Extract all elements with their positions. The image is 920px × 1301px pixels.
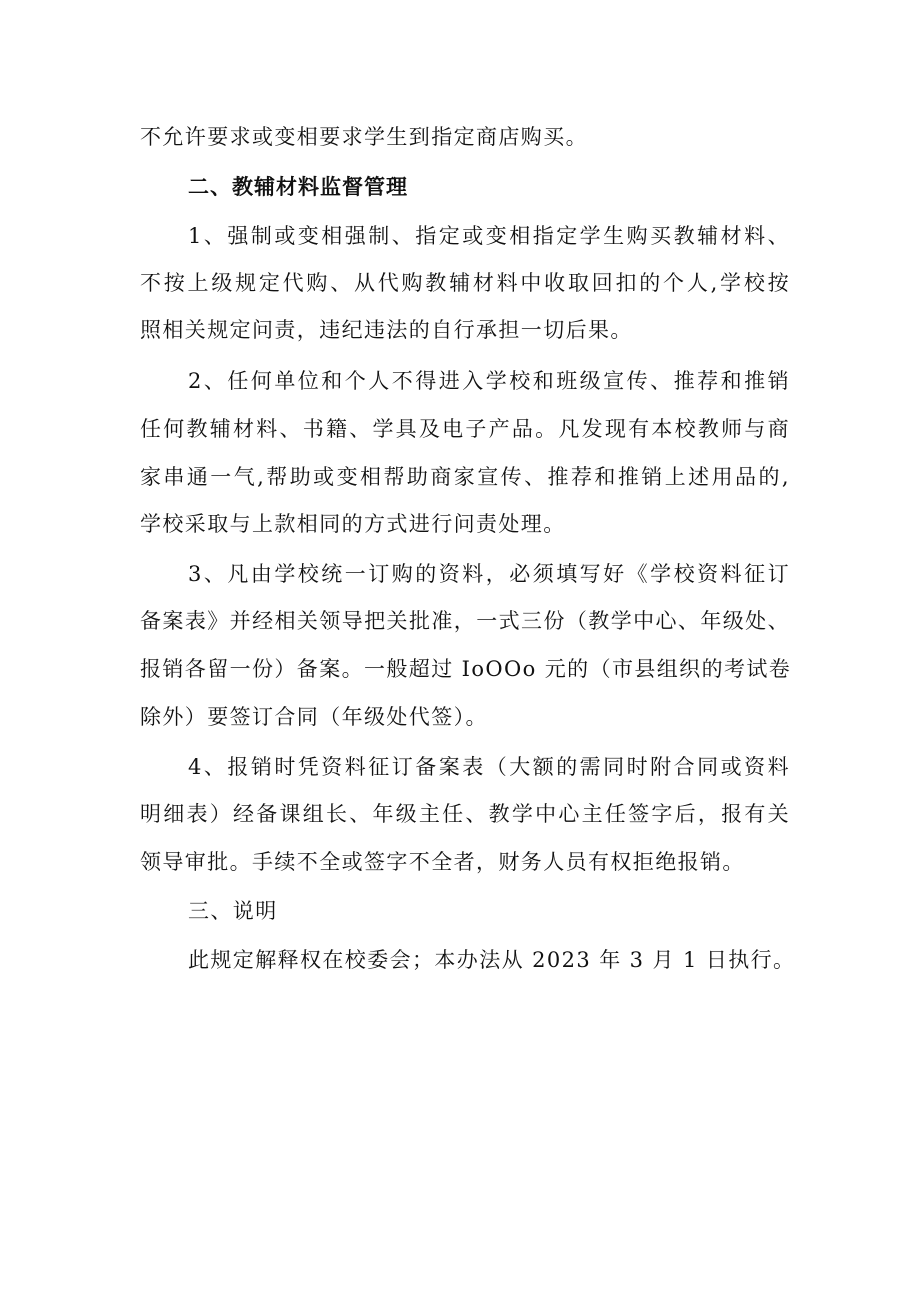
paragraph-line: 照相关规定问责，违纪违法的自行承担一切后果。 <box>140 318 633 342</box>
paragraph-line: 此规定解释权在校委会；本办法从 2023 年 3 月 1 日执行。 <box>188 948 796 972</box>
paragraph-line: 家串通一气,帮助或变相帮助商家宣传、推荐和推销上述用品的, <box>140 465 790 489</box>
paragraph-line: 1、强制或变相强制、指定或变相指定学生购买教辅材料、 <box>188 224 790 248</box>
paragraph-line: 不按上级规定代购、从代购教辅材料中收取回扣的个人,学校按 <box>140 271 790 295</box>
paragraph-line: 报销各留一份）备案。一般超过 IoOOo 元的（市县组织的考试卷 <box>140 657 792 681</box>
paragraph-line: 3、凡由学校统一订购的资料，必须填写好《学校资料征订 <box>188 562 790 586</box>
paragraph-line: 4、报销时凭资料征订备案表（大额的需同时附合同或资料 <box>188 755 790 779</box>
paragraph-line: 不允许要求或变相要求学生到指定商店购买。 <box>140 125 588 149</box>
section-heading-supervision: 二、教辅材料监督管理 <box>188 175 408 199</box>
paragraph-line: 任何教辅材料、书籍、学具及电子产品。凡发现有本校教师与商 <box>140 417 790 441</box>
paragraph-line: 2、任何单位和个人不得进入学校和班级宣传、推荐和推销 <box>188 369 790 393</box>
paragraph-line: 领导审批。手续不全或签字不全者，财务人员有权拒绝报销。 <box>140 850 745 874</box>
paragraph-line: 除外）要签订合同（年级处代签）。 <box>140 705 488 729</box>
paragraph-line: 备案表》并经相关领导把关批准，一式三份（教学中心、年级处、 <box>140 609 790 633</box>
section-heading-explanation: 三、说明 <box>188 899 278 923</box>
paragraph-line: 学校采取与上款相同的方式进行问责处理。 <box>140 512 566 536</box>
paragraph-line: 明细表）经备课组长、年级主任、教学中心主任签字后，报有关 <box>140 802 790 826</box>
